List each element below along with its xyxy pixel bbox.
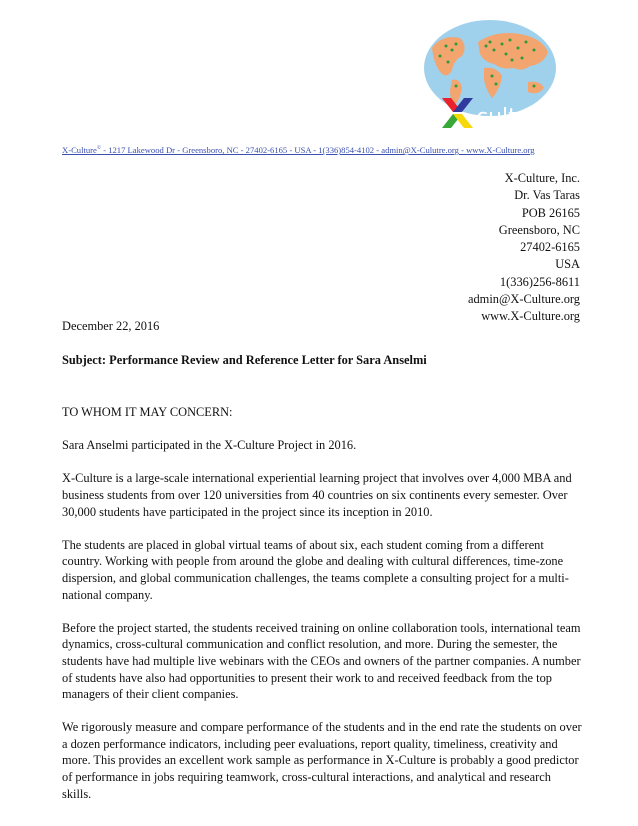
salutation: TO WHOM IT MAY CONCERN: <box>62 405 233 419</box>
address-line: www.X-Culture.org <box>481 309 580 324</box>
copyright-mark: © <box>96 145 102 152</box>
letter-date: December 22, 2016 <box>62 319 160 333</box>
logo-wordmark: culture <box>476 105 553 130</box>
address-line: 27402-6165 <box>520 240 580 255</box>
letter-subject: Subject: Performance Review and Reference Letter for Sara Anselmi <box>62 353 427 367</box>
address-line: Greensboro, NC <box>498 222 580 237</box>
address-line: 1(336)256-8611 <box>499 274 580 289</box>
body-paragraph: X-Culture is a large-scale international experiential learning project that involves over 4,000 MBA and business students from over 120 universities from 40 countries on six continents every semester. Over 30,000 students have participated in the project since its inception in 2010. <box>62 471 572 519</box>
x-culture-logo <box>418 20 558 142</box>
body-paragraph: The students are placed in global virtual teams of about six, each student coming from a different country. Working with people from around the globe and dealing with cultural differences, time-zone dispersion, and global communication challenges, the teams complete a consulting project for a multi-national company. <box>62 537 569 602</box>
letterhead-contact-line <box>62 145 580 155</box>
sender-address-block <box>468 170 580 326</box>
address-line: admin@X-Culture.org <box>467 292 580 307</box>
letterhead-brand: X-Culture <box>62 145 97 155</box>
body-paragraph: We rigorously measure and compare performance of the students and in the end rate the students on over a dozen performance indicators, including peer evaluations, report quality, timeliness, creativity and more. This provides an excellent work sample as performance in X-Culture is probably a good predictor of performance in jobs requiring teamwork, cross-cultural interactions, and analytical and research skills. <box>62 720 582 801</box>
address-line: POB 26165 <box>521 205 580 220</box>
address-line: Dr. Vas Taras <box>514 188 580 203</box>
letterhead-contact-details: - 1217 Lakewood Dr - Greensboro, NC - 27402-6165 - USA - 1(336)854-4102 - admin@X-Culutre.org - www.X-Culture.org <box>101 145 535 155</box>
address-line: X-Culture, Inc. <box>504 171 580 185</box>
letter-body <box>62 404 582 819</box>
body-paragraph: Sara Anselmi participated in the X-Culture Project in 2016. <box>62 438 357 453</box>
address-line: USA <box>555 257 580 272</box>
body-paragraph: Before the project started, the students received training on online collaboration tools, international team dynamics, cross-cultural communication and conflict resolution, and more. During the semester, the students have had multiple live webinars with the CEOs and owners of the partner companies. A number of students have also had opportunities to present their work to and received feedback from the top managers of their client companies. <box>62 620 581 702</box>
